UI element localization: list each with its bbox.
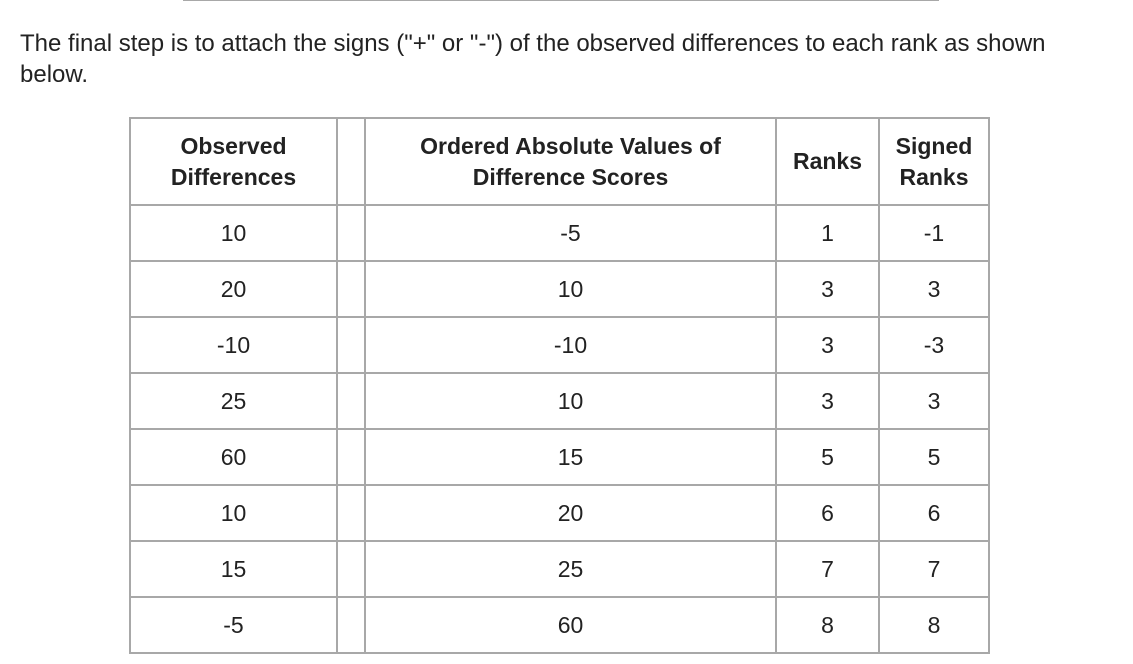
table-row: [130, 597, 989, 653]
cell-blank: [337, 541, 365, 597]
cell-ordered-absolute-value: 25: [365, 541, 776, 597]
cell-signed-rank: -3: [879, 317, 989, 373]
table-row: [130, 261, 989, 317]
cell-rank: 8: [776, 597, 879, 653]
cell-blank: [337, 205, 365, 261]
cell-observed-difference: 15: [130, 541, 337, 597]
header-signed-ranks: Signed Ranks: [879, 118, 989, 205]
cell-observed-difference: 25: [130, 373, 337, 429]
table-row: [130, 429, 989, 485]
table-row: [130, 205, 989, 261]
header-ranks: Ranks: [776, 118, 879, 205]
cell-ordered-absolute-value: -5: [365, 205, 776, 261]
cell-rank: 3: [776, 373, 879, 429]
cell-ordered-absolute-value: 15: [365, 429, 776, 485]
cell-ordered-absolute-value: 10: [365, 373, 776, 429]
cell-rank: 6: [776, 485, 879, 541]
cell-observed-difference: -10: [130, 317, 337, 373]
header-ordered-absolute-values: Ordered Absolute Values of Difference Scores: [365, 118, 776, 205]
cell-blank: [337, 373, 365, 429]
cell-blank: [337, 485, 365, 541]
top-divider: [183, 0, 939, 1]
cell-ordered-absolute-value: 20: [365, 485, 776, 541]
cell-ordered-absolute-value: 10: [365, 261, 776, 317]
intro-paragraph: The final step is to attach the signs ("+" or "-") of the observed differences to each rank as shown below.: [20, 30, 1046, 88]
cell-signed-rank: 3: [879, 373, 989, 429]
cell-observed-difference: 20: [130, 261, 337, 317]
cell-signed-rank: 7: [879, 541, 989, 597]
cell-rank: 5: [776, 429, 879, 485]
cell-blank: [337, 597, 365, 653]
cell-observed-difference: -5: [130, 597, 337, 653]
table-row: [130, 485, 989, 541]
cell-rank: 3: [776, 317, 879, 373]
header-observed-differences: Observed Differences: [130, 118, 337, 205]
cell-observed-difference: 10: [130, 485, 337, 541]
cell-rank: 1: [776, 205, 879, 261]
table-row: [130, 373, 989, 429]
table-row: [130, 317, 989, 373]
cell-ordered-absolute-value: 60: [365, 597, 776, 653]
cell-signed-rank: 3: [879, 261, 989, 317]
cell-observed-difference: 10: [130, 205, 337, 261]
cell-blank: [337, 261, 365, 317]
cell-signed-rank: 5: [879, 429, 989, 485]
header-blank: [337, 118, 365, 205]
table-row: [130, 541, 989, 597]
cell-ordered-absolute-value: -10: [365, 317, 776, 373]
cell-observed-difference: 60: [130, 429, 337, 485]
table-body: [130, 205, 989, 653]
cell-signed-rank: -1: [879, 205, 989, 261]
cell-blank: [337, 317, 365, 373]
cell-blank: [337, 429, 365, 485]
signed-ranks-table: [129, 117, 990, 654]
cell-rank: 7: [776, 541, 879, 597]
cell-signed-rank: 8: [879, 597, 989, 653]
cell-signed-rank: 6: [879, 485, 989, 541]
table-header-row: [130, 118, 989, 205]
cell-rank: 3: [776, 261, 879, 317]
